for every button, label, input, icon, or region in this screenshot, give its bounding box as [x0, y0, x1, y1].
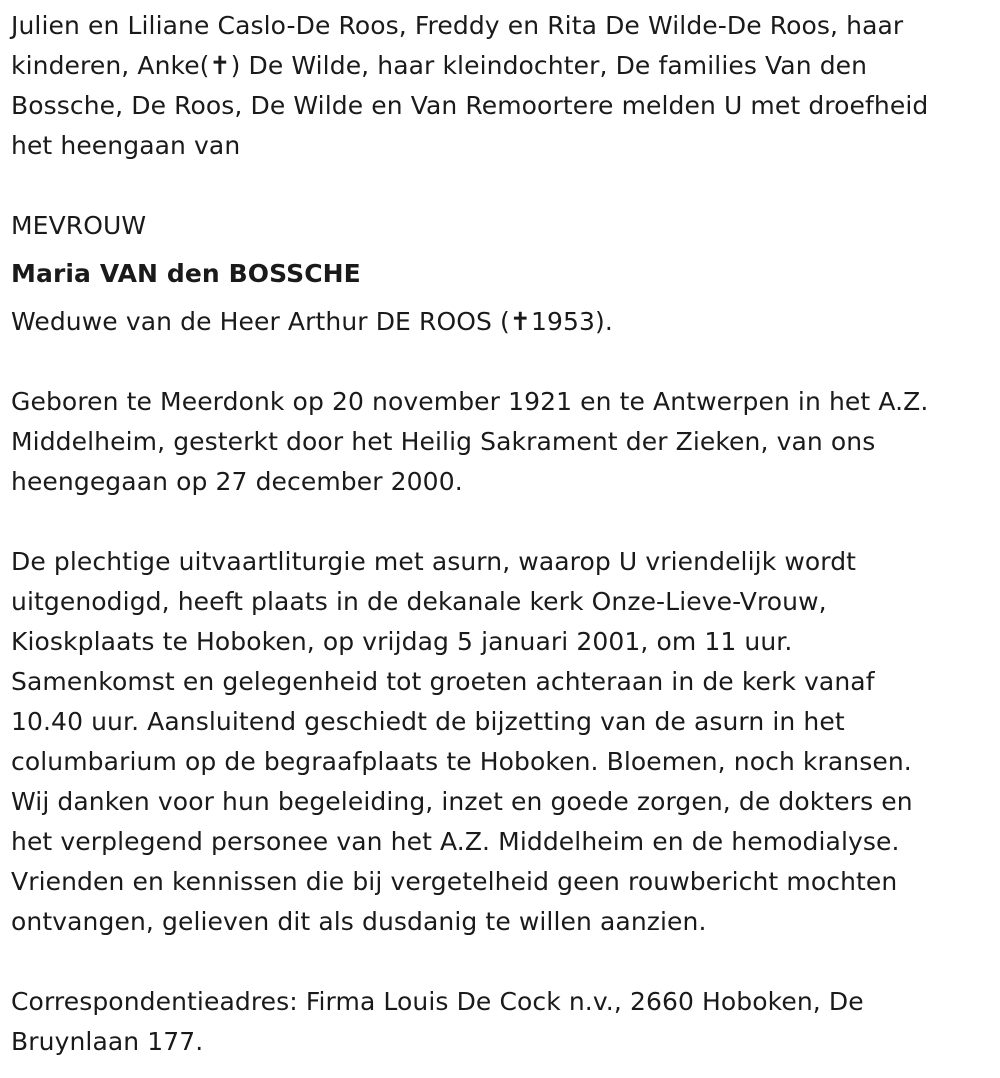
line-spacer — [11, 246, 991, 254]
paragraph-spacer — [11, 942, 991, 982]
ceremony-line: 10.40 uur. Aansluitend geschiedt de bijzetting van de asurn in het — [11, 707, 845, 736]
birth-line: Middelheim, gesterkt door het Heilig Sakrament der Zieken, van ons — [11, 427, 876, 456]
obituary-document — [11, 6, 991, 1062]
paragraph-spacer — [11, 502, 991, 542]
ceremony-line: Wij danken voor hun begeleiding, inzet en goede zorgen, de dokters en — [11, 787, 913, 816]
paragraph-spacer — [11, 342, 991, 382]
correspondence-paragraph — [11, 982, 991, 1062]
ceremony-line: uitgenodigd, heeft plaats in de dekanale kerk Onze-Lieve-Vrouw, — [11, 587, 827, 616]
birth-paragraph — [11, 382, 991, 502]
correspondence-line: Bruynlaan 177. — [11, 1027, 204, 1056]
birth-line: heengegaan op 27 december 2000. — [11, 467, 463, 496]
ceremony-line: columbarium op de begraafplaats te Hoboken. Bloemen, noch kransen. — [11, 747, 912, 776]
ceremony-line: het verplegend personee van het A.Z. Middelheim en de hemodialyse. — [11, 827, 900, 856]
intro-paragraph — [11, 6, 991, 166]
ceremony-paragraph — [11, 542, 991, 942]
line-spacer — [11, 294, 991, 302]
correspondence-line: Correspondentieadres: Firma Louis De Cock n.v., 2660 Hoboken, De — [11, 987, 864, 1016]
widow-line: Weduwe van de Heer Arthur DE ROOS (✝1953). — [11, 307, 613, 336]
intro-line: het heengaan van — [11, 131, 241, 160]
ceremony-line: ontvangen, gelieven dit als dusdanig te willen aanzien. — [11, 907, 707, 936]
paragraph-spacer — [11, 166, 991, 206]
intro-line: kinderen, Anke(✝) De Wilde, haar kleindochter, De families Van den — [11, 51, 868, 80]
ceremony-line: De plechtige uitvaartliturgie met asurn, waarop U vriendelijk wordt — [11, 547, 857, 576]
ceremony-line: Samenkomst en gelegenheid tot groeten achteraan in de kerk vanaf — [11, 667, 875, 696]
birth-line: Geboren te Meerdonk op 20 november 1921 en te Antwerpen in het A.Z. — [11, 387, 929, 416]
deceased-name: Maria VAN den BOSSCHE — [11, 259, 361, 288]
intro-line: Bossche, De Roos, De Wilde en Van Remoortere melden U met droefheid — [11, 91, 929, 120]
title-label: MEVROUW — [11, 211, 147, 240]
intro-line: Julien en Liliane Caslo-De Roos, Freddy en Rita De Wilde-De Roos, haar — [11, 11, 904, 40]
ceremony-line: Vrienden en kennissen die bij vergetelheid geen rouwbericht mochten — [11, 867, 898, 896]
ceremony-line: Kioskplaats te Hoboken, op vrijdag 5 januari 2001, om 11 uur. — [11, 627, 793, 656]
